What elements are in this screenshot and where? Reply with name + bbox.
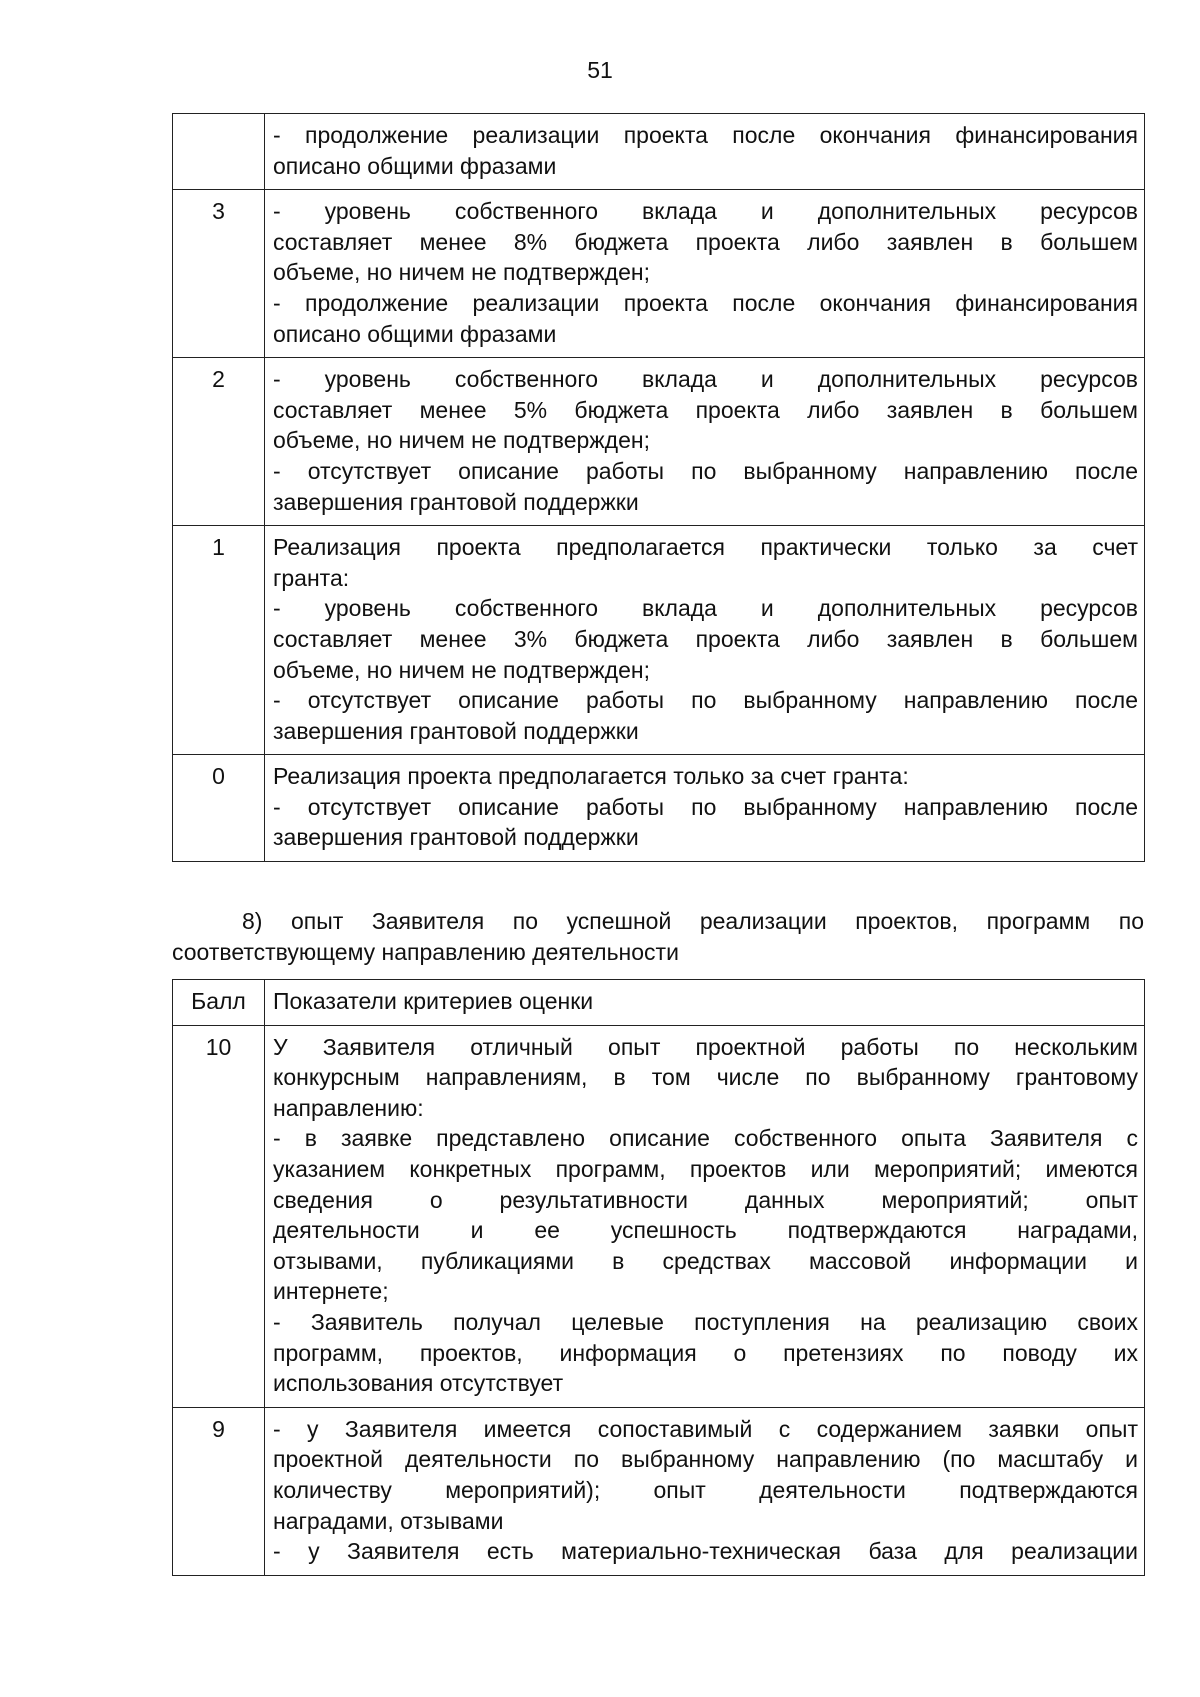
criteria-line: программ, проектов, информация о претензиях по поводу их <box>273 1339 1138 1366</box>
criteria-line: сведения о результативности данных мероприятий; опыт <box>273 1186 1138 1213</box>
criteria-line: - продолжение реализации проекта после окончания финансирования <box>273 289 1138 316</box>
criteria-line: - Заявитель получал целевые поступления на реализацию своих <box>273 1308 1138 1335</box>
header-score: Балл <box>173 980 265 1026</box>
criteria-line: объеме, но ничем не подтвержден; <box>273 656 650 683</box>
criteria-line: указанием конкретных программ, проектов или мероприятий; имеются <box>273 1155 1138 1182</box>
criteria-cell <box>265 526 1145 755</box>
section-8-line: 8) опыт Заявителя по успешной реализации проектов, программ по <box>242 908 1144 934</box>
table-row <box>173 190 1145 358</box>
criteria-cell <box>265 755 1145 862</box>
page-number: 51 <box>587 57 613 83</box>
table-row <box>173 1025 1145 1407</box>
score-cell: 10 <box>173 1025 265 1407</box>
header-criteria: Показатели критериев оценки <box>265 980 1145 1026</box>
criteria-line: гранта: <box>273 564 350 591</box>
criteria-line: - отсутствует описание работы по выбранному направлению после <box>273 457 1138 484</box>
criteria-line: направлению: <box>273 1094 424 1121</box>
table-row <box>173 526 1145 755</box>
score-cell <box>173 114 265 190</box>
criteria-line: составляет менее 5% бюджета проекта либо заявлен в большем <box>273 396 1138 423</box>
criteria-line: завершения грантовой поддержки <box>273 717 639 744</box>
criteria-line: завершения грантовой поддержки <box>273 488 639 515</box>
criteria-line: - в заявке представлено описание собственного опыта Заявителя с <box>273 1125 1138 1152</box>
table-row <box>173 1407 1145 1575</box>
score-cell: 1 <box>173 526 265 755</box>
criteria-line: отзывами, публикациями в средствах массовой информации и <box>273 1247 1138 1274</box>
criteria-line: - у Заявителя имеется сопоставимый с содержанием заявки опыт <box>273 1415 1138 1442</box>
criteria-table-2 <box>172 979 1145 1576</box>
criteria-line: - уровень собственного вклада и дополнительных ресурсов <box>273 366 1138 393</box>
table-header-row <box>173 980 1145 1026</box>
criteria-line: интернете; <box>273 1278 389 1305</box>
criteria-line: проектной деятельности по выбранному направлению (по масштабу и <box>273 1446 1138 1473</box>
criteria-table-1 <box>172 113 1145 862</box>
criteria-line: конкурсным направлениям, в том числе по выбранному грантовому <box>273 1064 1138 1091</box>
criteria-line: - у Заявителя есть материально-техническая база для реализации <box>273 1538 1138 1565</box>
criteria-line: составляет менее 3% бюджета проекта либо заявлен в большем <box>273 625 1138 652</box>
criteria-line: - отсутствует описание работы по выбранному направлению после <box>273 793 1138 820</box>
criteria-cell <box>265 114 1145 190</box>
score-cell: 2 <box>173 358 265 526</box>
score-cell: 0 <box>173 755 265 862</box>
criteria-line: количеству мероприятий); опыт деятельности подтверждаются <box>273 1476 1138 1503</box>
criteria-cell <box>265 1025 1145 1407</box>
score-cell: 9 <box>173 1407 265 1575</box>
score-cell: 3 <box>173 190 265 358</box>
criteria-line: наградами, отзывами <box>273 1507 504 1534</box>
table-row <box>173 358 1145 526</box>
table-row <box>173 114 1145 190</box>
criteria-line: Реализация проекта предполагается только за счет гранта: <box>273 763 909 790</box>
criteria-cell <box>265 190 1145 358</box>
section-8-heading <box>172 906 1144 967</box>
criteria-line: - уровень собственного вклада и дополнительных ресурсов <box>273 595 1138 622</box>
section-8-line: соответствующему направлению деятельности <box>172 938 679 965</box>
criteria-line: - продолжение реализации проекта после окончания финансирования <box>273 122 1138 148</box>
criteria-line: завершения грантовой поддержки <box>273 824 639 851</box>
criteria-line: - отсутствует описание работы по выбранному направлению после <box>273 687 1138 714</box>
criteria-line: описано общими фразами <box>273 320 557 347</box>
criteria-line: объеме, но ничем не подтвержден; <box>273 259 650 286</box>
criteria-line: использования отсутствует <box>273 1370 564 1397</box>
criteria-line: Реализация проекта предполагается практически только за счет <box>273 534 1138 561</box>
criteria-line: У Заявителя отличный опыт проектной работы по нескольким <box>273 1033 1138 1060</box>
criteria-line: описано общими фразами <box>273 152 557 179</box>
criteria-line: составляет менее 8% бюджета проекта либо заявлен в большем <box>273 228 1138 255</box>
criteria-line: объеме, но ничем не подтвержден; <box>273 427 650 454</box>
table-row <box>173 755 1145 862</box>
criteria-line: деятельности и ее успешность подтверждаются наградами, <box>273 1217 1138 1244</box>
criteria-cell <box>265 1407 1145 1575</box>
criteria-cell <box>265 358 1145 526</box>
criteria-line: - уровень собственного вклада и дополнительных ресурсов <box>273 198 1138 225</box>
